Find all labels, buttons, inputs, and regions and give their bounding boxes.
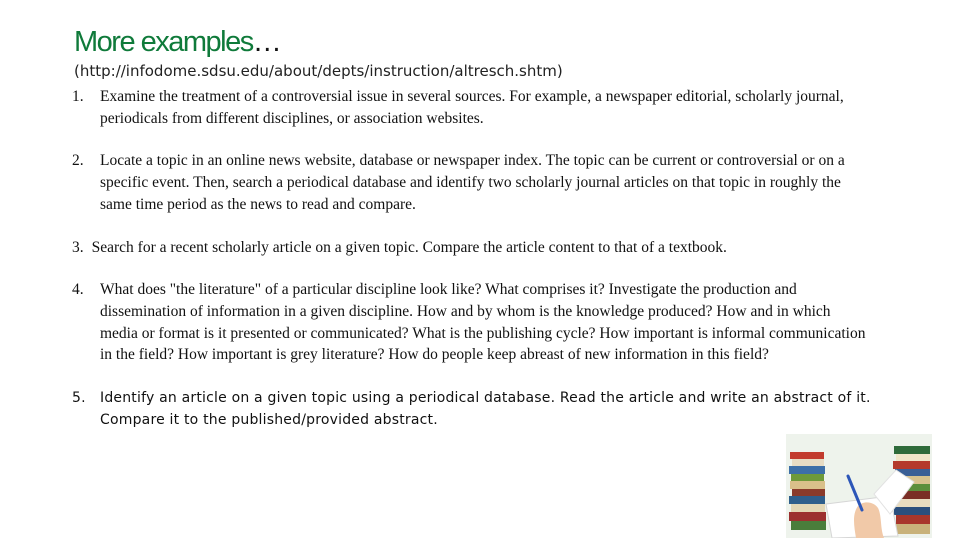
- books-and-writing-hand-illustration: [786, 434, 932, 538]
- list-item-3: [72, 237, 872, 259]
- list-item-2: [72, 150, 872, 215]
- item-text: Search for a recent scholarly article on a given topic. Compare the article content to that of a textbook.: [91, 238, 727, 256]
- list-item-1: [72, 86, 872, 129]
- slide-title: [74, 22, 280, 62]
- item-number: 3.: [72, 238, 84, 256]
- item-number: 1.: [72, 88, 84, 105]
- item-text: What does "the literature" of a particular discipline look like? What comprises it? Investigate the production and dissemination of information in a given discipline. How and by whom is the knowledge produced? How and in which media or format is it presented or communicated? What is the publishing cycle? How important is informal communication in the field? How important is grey literature? How do people keep abreast of new information in this field?: [100, 281, 866, 364]
- left-book-stack: [789, 452, 826, 530]
- examples-list: [72, 84, 872, 431]
- item-text: Locate a topic in an online news website, database or newspaper index. The topic can be current or controversial or on a specific event. Then, search a periodical database and identify two scholarly journal articles on that topic in roughly the same time period as the news to read and compare.: [100, 152, 845, 213]
- item-number: 5.: [72, 390, 86, 407]
- source-url: (http://infodome.sdsu.edu/about/depts/instruction/altresch.shtm): [74, 62, 563, 80]
- list-item-4: [72, 279, 872, 366]
- title-ellipsis: …: [252, 26, 281, 58]
- item-number: 2.: [72, 152, 84, 170]
- item-number: 4.: [72, 281, 84, 299]
- list-item-5: [72, 387, 872, 431]
- item-text: Examine the treatment of a controversial issue in several sources. For example, a newspaper editorial, scholarly journal, periodicals from different disciplines, or association websites.: [100, 88, 844, 127]
- item-text: Identify an article on a given topic using a periodical database. Read the article and write an abstract of it. Compare it to the published/provided abstract.: [100, 390, 871, 429]
- title-text: More examples: [74, 26, 253, 58]
